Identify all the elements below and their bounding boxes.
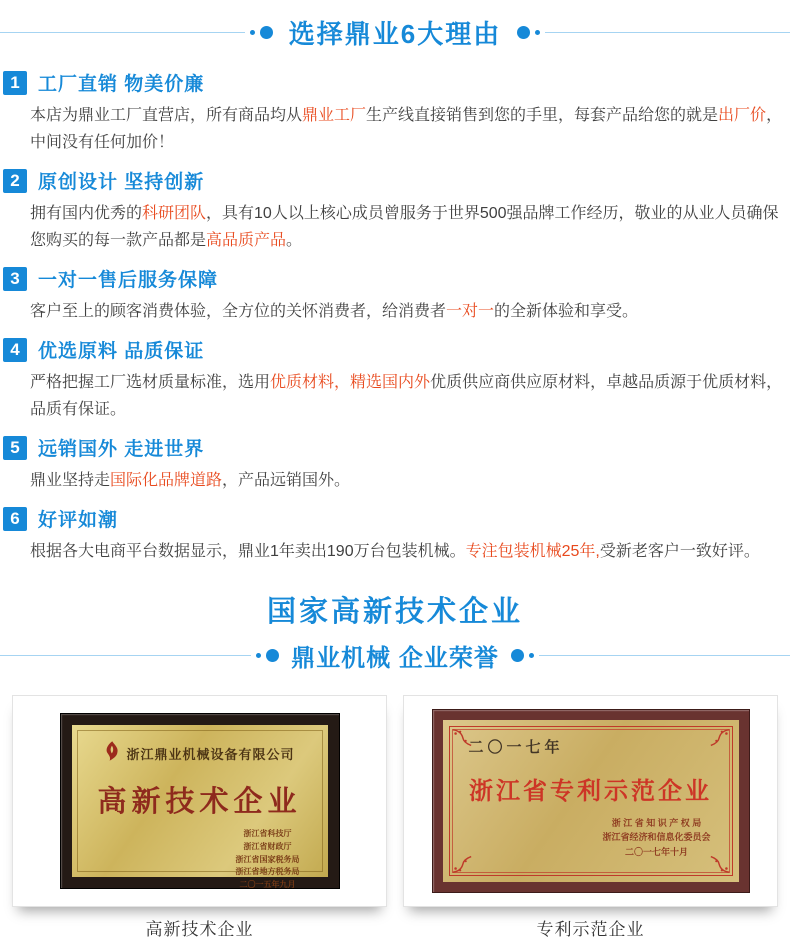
- corner-ornament-icon: [709, 852, 731, 874]
- plaque-year: 二〇一七年: [468, 739, 564, 756]
- reason-body: [3, 538, 785, 565]
- issuer-date: 二〇一七年十月: [624, 846, 688, 857]
- caption-hightech: 高新技术企业: [145, 920, 254, 939]
- reason-number-badge: 1: [3, 71, 27, 95]
- corner-ornament-icon: [709, 728, 731, 750]
- highlighted-text: 鼎业工厂: [302, 107, 367, 124]
- reason-number-badge: 5: [3, 436, 27, 460]
- small-dot-icon: [256, 653, 261, 658]
- reason-number-badge: 2: [3, 169, 27, 193]
- reason-heading: [3, 336, 785, 363]
- highlighted-text: 国际化品牌道路: [110, 472, 223, 489]
- corner-ornament-icon: [451, 728, 473, 750]
- reason-body: [3, 298, 785, 325]
- body-text: 拥有国内优秀的: [30, 205, 143, 222]
- honors-big-title: 国家高新技术企业: [266, 596, 523, 628]
- big-dot-icon: [260, 26, 273, 39]
- plaque-main-text: 浙江省专利示范企业: [469, 778, 712, 805]
- reason-body: [3, 467, 785, 494]
- plaque-header: [86, 741, 314, 766]
- page-title: 选择鼎业6大理由: [288, 19, 502, 49]
- plaque-issuers: [236, 828, 300, 892]
- highlighted-text: 优质材料: [270, 374, 335, 391]
- divider-line: [545, 32, 790, 33]
- reason-item-3: [3, 265, 785, 325]
- reason-item-4: [3, 336, 785, 423]
- issuer-line: 浙江省科技厅: [243, 829, 292, 838]
- plaque-main-text: 高新技术企业: [97, 786, 302, 818]
- issuer-line: 浙 江 省 知 识 产 权 局: [611, 818, 702, 828]
- small-dot-icon: [529, 653, 534, 658]
- divider-line: [539, 655, 790, 656]
- small-dot-icon: [250, 30, 255, 35]
- section-header-reasons: [0, 14, 790, 51]
- company-logo-icon: [104, 741, 119, 766]
- reason-title: 远销国外 走进世界: [38, 439, 205, 460]
- reason-item-6: [3, 505, 785, 565]
- highlighted-text: 高品质产品: [206, 232, 287, 249]
- reason-number-badge: 3: [3, 267, 27, 291]
- patent-plaque-plate: [443, 720, 739, 882]
- reason-heading: [3, 265, 785, 292]
- hightech-plaque-frame: [60, 713, 340, 889]
- body-text: 严格把握工厂选材质量标准，选用: [30, 374, 271, 391]
- divider-line: [0, 32, 245, 33]
- big-dot-icon: [511, 649, 524, 662]
- reason-number-badge: 4: [3, 338, 27, 362]
- reason-heading: [3, 505, 785, 532]
- issuer-line: 浙江省经济和信息化委员会: [602, 832, 711, 843]
- reason-title: 工厂直销 物美价廉: [38, 74, 205, 95]
- body-text: ，具有10人以上核心成员曾服务于世界500强品牌工作经历，敬业的从业人员确保您购买的每一款产品都是: [30, 205, 779, 249]
- big-dot-icon: [517, 26, 530, 39]
- corner-ornament-icon: [451, 852, 473, 874]
- reason-body: [3, 102, 785, 156]
- body-text: 受新老客户一致好评。: [599, 543, 760, 560]
- reason-item-5: [3, 434, 785, 494]
- company-name: 浙江鼎业机械设备有限公司: [126, 747, 295, 762]
- issuer-line: 浙江省地方税务局: [235, 867, 300, 877]
- reason-item-2: [3, 167, 785, 254]
- certificate-card-patent: [403, 695, 778, 907]
- highlighted-text: 一对一: [446, 303, 495, 320]
- small-dot-icon: [535, 30, 540, 35]
- body-text: ，产品远销国外。: [222, 472, 351, 489]
- certificate-cards: [0, 695, 790, 907]
- body-text: 客户至上的顾客消费体验，全方位的关怀消费者，给消费者: [30, 303, 447, 320]
- honors-subtitle: 鼎业机械 企业荣誉: [291, 645, 499, 672]
- section-header-honors: [0, 638, 790, 673]
- reason-body: [3, 369, 785, 423]
- big-dot-icon: [266, 649, 279, 662]
- divider-line: [0, 655, 251, 656]
- issuer-line: 浙江省国家税务局: [235, 854, 300, 864]
- caption-patent: 专利示范企业: [536, 920, 645, 939]
- highlighted-text: 精选国内外: [350, 374, 431, 391]
- reason-number-badge: 6: [3, 507, 27, 531]
- reason-heading: [3, 434, 785, 461]
- reason-heading: [3, 167, 785, 194]
- reasons-list: [0, 69, 790, 565]
- body-text: 生产线直接销售到您的手里，每套产品给您的就是: [366, 107, 719, 124]
- body-text: 本店为鼎业工厂直营店，所有商品均从: [30, 107, 303, 124]
- reason-heading: [3, 69, 785, 96]
- reason-title: 一对一售后服务保障: [38, 270, 219, 291]
- issuer-line: 浙江省财政厅: [243, 841, 292, 851]
- body-text: 根据各大电商平台数据显示，鼎业1年卖出190万台包装机械。: [30, 543, 466, 560]
- issuer-date: 二〇一五年九月: [239, 880, 296, 890]
- certificate-card-hightech: [12, 695, 387, 907]
- reason-title: 优选原料 品质保证: [38, 341, 205, 362]
- highlighted-text: 专注包装机械25年,: [465, 543, 600, 560]
- reason-body: [3, 200, 785, 254]
- body-text: 鼎业坚持走: [30, 472, 111, 489]
- highlighted-text: ，: [334, 374, 351, 391]
- body-text: 的全新体验和享受。: [494, 303, 639, 320]
- reason-title: 原创设计 坚持创新: [38, 172, 205, 193]
- highlighted-text: 科研团队: [142, 205, 207, 222]
- highlighted-text: 出厂价: [718, 107, 767, 124]
- plaque-issuers: [602, 816, 710, 859]
- reason-item-1: [3, 69, 785, 156]
- body-text: 。: [286, 232, 303, 249]
- patent-plaque-frame: [432, 709, 750, 893]
- body-text: 优质供应商供应原材料，卓越品质源于优质材料，品质有保证。: [30, 374, 783, 418]
- reason-title: 好评如潮: [38, 510, 119, 531]
- body-text: ，中间没有任何加价！: [30, 107, 783, 151]
- hightech-plaque-plate: [72, 725, 328, 890]
